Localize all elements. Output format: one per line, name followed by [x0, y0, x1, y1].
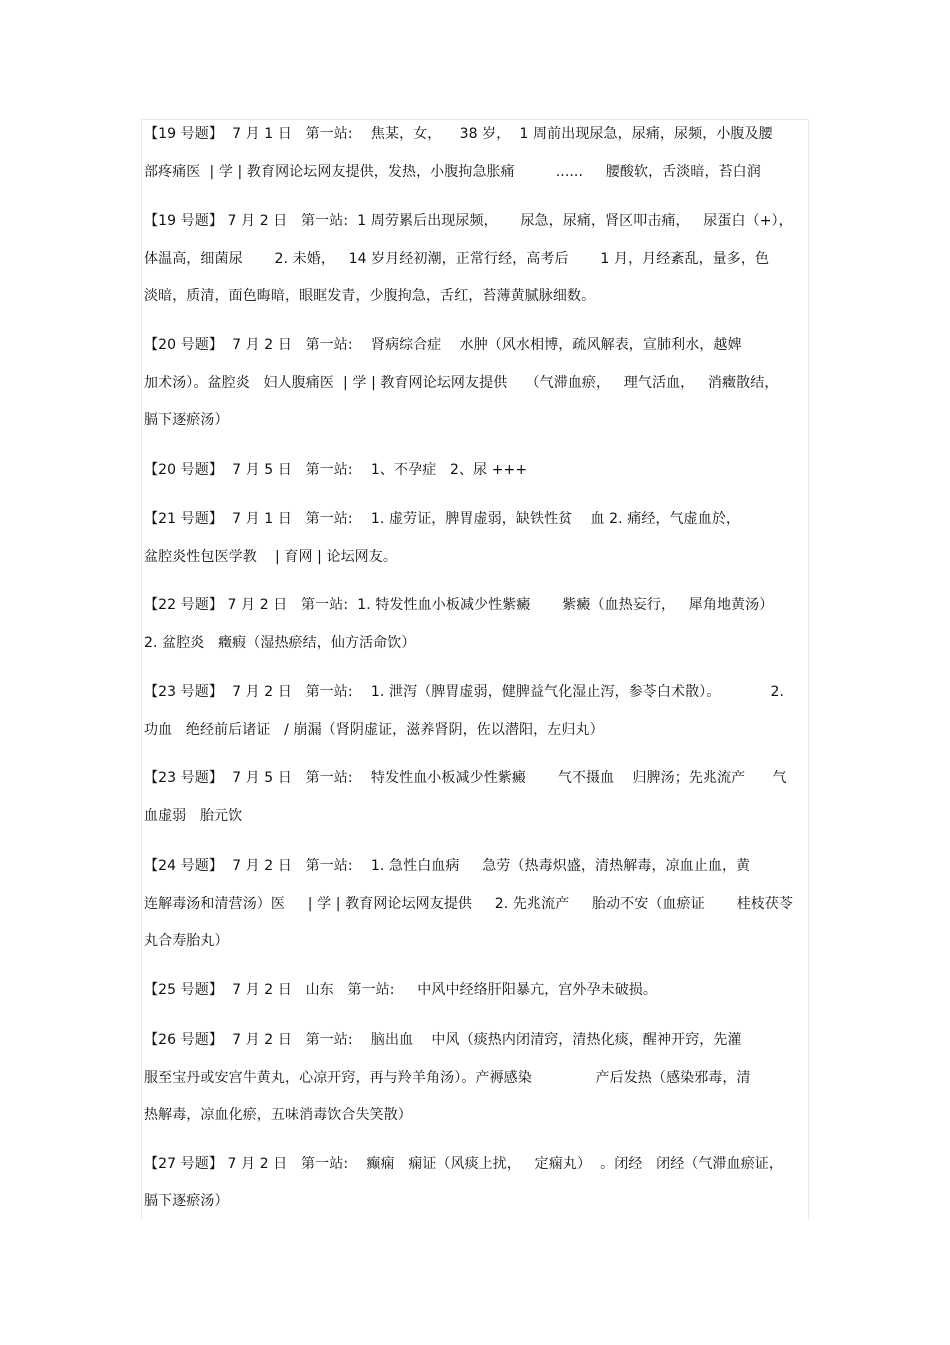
entry-20-a-line-2: 加术汤）。盆腔炎 妇人腹痛医 | 学 | 教育网论坛网友提供 （气滞血瘀， 理气活血， 消癥散结，: [144, 375, 779, 391]
entry-24-line-3: 丸合寿胎丸）: [144, 933, 229, 949]
entry-27-line-2: 膈下逐瘀汤）: [144, 1193, 229, 1209]
entry-19-a-line-2: 部疼痛医 | 学 | 教育网论坛网友提供，发热，小腹拘急胀痛 ...... 腰酸软，舌淡暗，苔白润: [144, 164, 761, 180]
entry-19-a-line-1: 【19 号题】 7 月 1 日 第一站: 焦某，女， 38 岁， 1 周前出现尿急，尿痛，尿频，小腹及腰: [144, 126, 773, 142]
entry-21-line-1: 【21 号题】 7 月 1 日 第一站: 1. 虚劳证，脾胃虚弱，缺铁性贫 血 2. 痛经，气虚血於，: [144, 511, 741, 527]
entry-23-b-line-1: 【23 号题】 7 月 5 日 第一站: 特发性血小板减少性紫癜 气不摄血 归脾汤；先兆流产 气: [144, 770, 787, 786]
entry-24-line-1: 【24 号题】 7 月 2 日 第一站: 1. 急性白血病 急劳（热毒炽盛，清热解毒，凉血止血，黄: [144, 858, 751, 874]
entry-23-b-line-2: 血虚弱 胎元饮: [144, 808, 243, 824]
entry-20-a-line-1: 【20 号题】 7 月 2 日 第一站: 肾病综合症 水肿（风水相博，疏风解表，宣肺利水，越婢: [144, 337, 742, 353]
page-frame: [141, 119, 809, 1219]
entry-23-a-line-2: 功血 绝经前后诸证 / 崩漏（肾阴虚证，滋养肾阴，佐以潜阳，左归丸）: [144, 722, 604, 738]
entry-20-a-line-3: 膈下逐瘀汤）: [144, 412, 229, 428]
entry-26-line-3: 热解毒，凉血化瘀，五味消毒饮合失笑散）: [144, 1107, 412, 1123]
entry-19-b-line-2: 体温高，细菌尿 2. 未婚， 14 岁月经初潮，正常行经，高考后 1 月，月经紊乱，量多，色: [144, 251, 770, 267]
entry-26-line-2: 服至宝丹或安宫牛黄丸，心凉开窍，再与羚羊角汤）。产褥感染 产后发热（感染邪毒，清: [144, 1070, 751, 1086]
entry-22-line-2: 2. 盆腔炎 癥瘕（湿热瘀结，仙方活命饮）: [144, 635, 416, 651]
entry-24-line-2: 连解毒汤和清营汤）医 | 学 | 教育网论坛网友提供 2. 先兆流产 胎动不安（血瘀证 桂枝茯苓: [144, 896, 794, 912]
entry-26-line-1: 【26 号题】 7 月 2 日 第一站: 脑出血 中风（痰热内闭清窍，清热化痰，醒神开窍，先灌: [144, 1032, 742, 1048]
entry-19-b-line-3: 淡暗，质清，面色晦暗，眼眶发青，少腹拘急，舌红，苔薄黄腻脉细数。: [144, 288, 596, 304]
entry-19-b-line-1: 【19 号题】 7 月 2 日 第一站: 1 周劳累后出现尿频， 尿急，尿痛，肾区叩击痛， 尿蛋白（+），: [144, 213, 793, 229]
entry-21-line-2: 盆腔炎性包医学教 | 育网 | 论坛网友。: [144, 549, 397, 565]
entry-27-line-1: 【27 号题】 7 月 2 日 第一站: 癫痫 痫证（风痰上扰， 定痫丸） 。闭经 闭经（气滞血瘀证，: [144, 1156, 783, 1172]
entry-25-line-1: 【25 号题】 7 月 2 日 山东 第一站: 中风中经络肝阳暴亢，宫外孕未破损。: [144, 982, 657, 998]
entry-20-b-line-1: 【20 号题】 7 月 5 日 第一站: 1、不孕症 2、尿 +++: [144, 462, 528, 478]
entry-23-a-line-1: 【23 号题】 7 月 2 日 第一站: 1. 泄泻（脾胃虚弱，健脾益气化湿止泻，参苓白术散）。 2.: [144, 684, 785, 700]
entry-22-line-1: 【22 号题】 7 月 2 日 第一站: 1. 特发性血小板减少性紫癜 紫癜（血热妄行， 犀角地黄汤）: [144, 597, 774, 613]
